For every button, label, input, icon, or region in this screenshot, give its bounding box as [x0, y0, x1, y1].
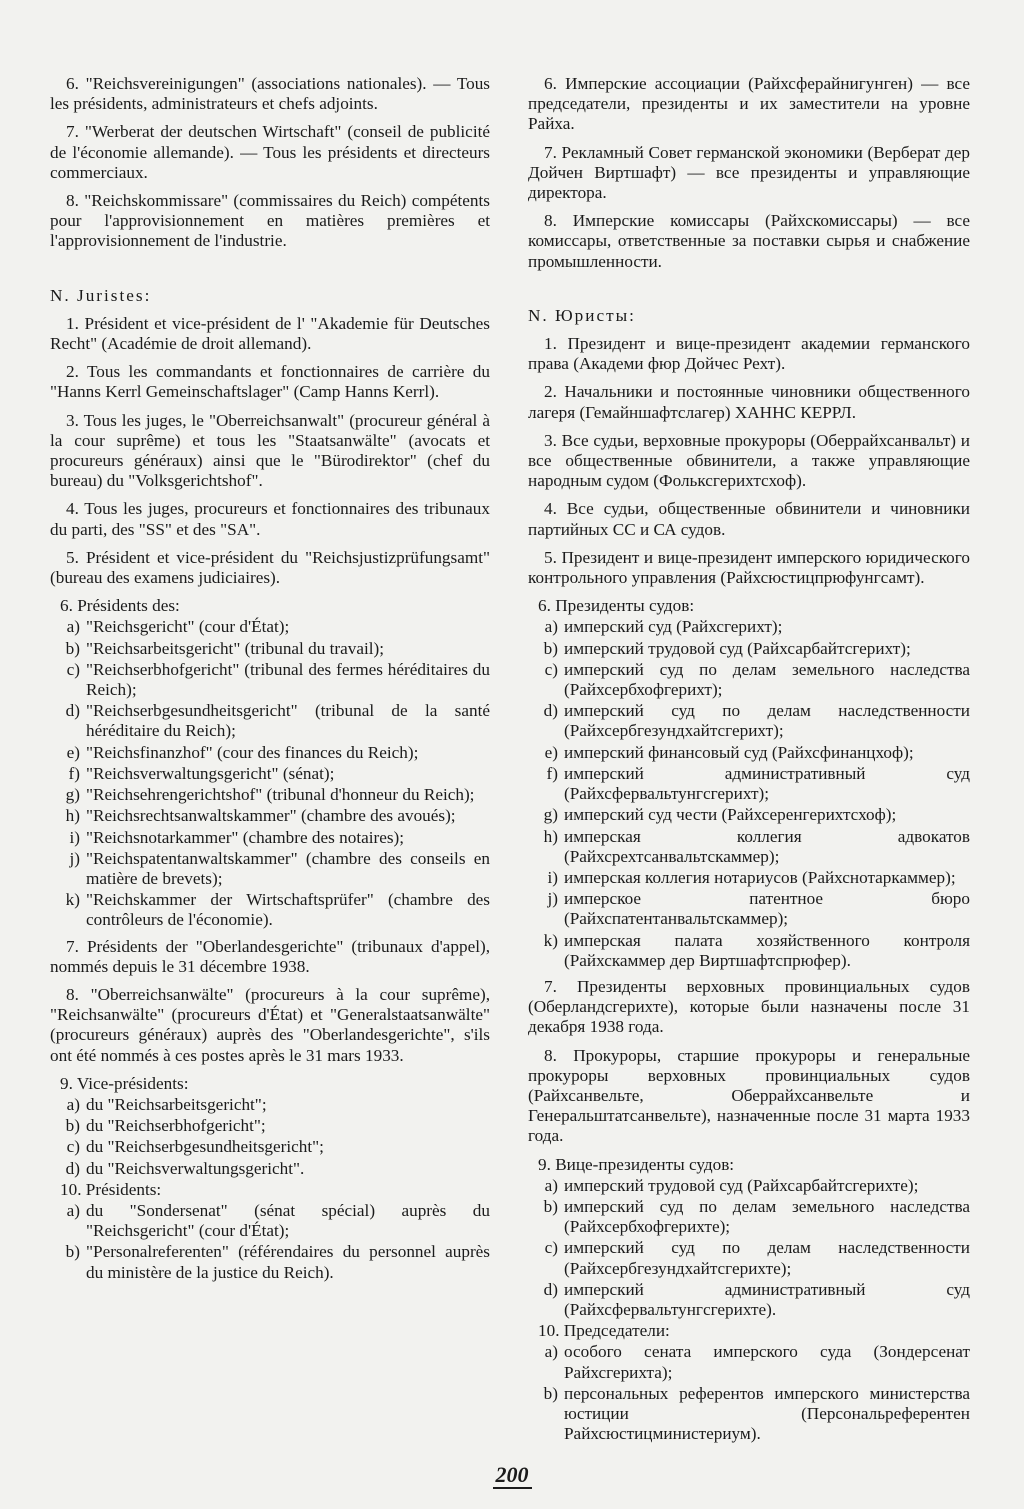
juristes-item-5: 5. Président et vice-président du "Reichsjustizprüfungsamt" (bureau des examens judiciaires). — [50, 547, 490, 588]
sub-item-letter: j) — [69, 848, 80, 868]
sub-item-text: имперский суд по делам земельного наследства (Райхсербхофгерихте); — [564, 1196, 970, 1237]
sub-item — [528, 701, 970, 741]
sub-item — [50, 1116, 490, 1136]
french-column — [50, 74, 490, 1284]
paragraph-7-ru: 7. Рекламный Совет германской экономики (Верберат дер Дойчен Виртшафт) — все президенты и управляющие директора. — [528, 142, 970, 203]
sub-item — [50, 828, 490, 848]
sub-item-letter: k) — [543, 930, 558, 950]
yuristy-9-sublist — [528, 1176, 970, 1320]
sub-item-letter: i) — [69, 827, 80, 847]
sub-item-text: du "Reichsarbeitsgericht"; — [86, 1094, 267, 1114]
sub-item — [528, 764, 970, 804]
sub-item — [528, 639, 970, 659]
sub-item — [50, 890, 490, 930]
sub-item-letter: f) — [546, 763, 558, 783]
juristes-9-sublist — [50, 1095, 490, 1179]
sub-item-letter: b) — [543, 638, 558, 658]
sub-item-text: имперский административный суд (Райхсфервальтунгсгерихте). — [564, 1279, 970, 1319]
juristes-item-3: 3. Tous les juges, le "Oberreichsanwalt" (procureur général à la cour suprême) et tous les "Staatsanwälte" (avocats et procureurs généraux) ainsi que le "Bürodirektor" (chef du bureau) du "Volksgerichtshof". — [50, 410, 490, 491]
sub-item — [528, 1197, 970, 1237]
juristes-6-sublist — [50, 617, 490, 930]
sub-item-letter: b) — [543, 1383, 558, 1403]
sub-item-text: "Reichserbgesundheitsgericht" (tribunal de la santé héréditaire du Reich); — [86, 701, 490, 741]
sub-item-text: имперский административный суд (Райхсфервальтунгсгерихт); — [564, 763, 970, 804]
sub-item — [528, 617, 970, 637]
sub-item-letter: b) — [65, 1116, 80, 1136]
paragraph-6-ru: 6. Имперские ассоциации (Райхсферайнигунген) — все председатели, президенты и их заместители на уровне Райха. — [528, 74, 970, 134]
sub-item — [50, 1201, 490, 1241]
sub-item-text: имперский суд чести (Райхсеренгерихтсхоф); — [564, 805, 897, 825]
sub-item — [528, 889, 970, 929]
sub-item-text: имперский суд по делам наследственности (Райхсербгезундхайтсгерихт); — [564, 701, 970, 741]
sub-item-letter: g) — [65, 785, 80, 805]
sub-item-text: имперский суд по делам наследственности (Райхсербгезундхайтсгерихте); — [564, 1238, 970, 1278]
sub-item — [50, 660, 490, 700]
sub-item — [528, 660, 970, 700]
sub-item-text: "Reichsgericht" (cour d'État); — [86, 617, 290, 637]
sub-item-letter: k) — [65, 890, 80, 910]
sub-item-text: имперский трудовой суд (Райхсарбайтсгерихт); — [564, 638, 911, 658]
sub-item-text: "Reichsverwaltungsgericht" (sénat); — [86, 763, 335, 783]
sub-item — [528, 1280, 970, 1320]
sub-item — [528, 1176, 970, 1196]
sub-item-letter: a) — [544, 1342, 558, 1362]
sub-item-text: "Reichsrechtsanwaltskammer" (chambre des avoués); — [86, 806, 456, 826]
sub-item — [50, 743, 490, 763]
sub-item-text: имперская коллегия нотариусов (Райхснотаркаммер); — [564, 867, 956, 887]
yuristy-item-2: 2. Начальники и постоянные чиновники общественного лагеря (Гемайншафтслагер) ХАННС КЕРРЛ. — [528, 382, 970, 422]
sub-item-text: "Reichsarbeitsgericht" (tribunal du travail); — [86, 638, 385, 658]
sub-item — [50, 806, 490, 826]
yuristy-item-9: 9. Вице-президенты судов: — [538, 1154, 735, 1174]
russian-column — [528, 74, 970, 1445]
sub-item — [50, 1095, 490, 1115]
sub-item-letter: a) — [544, 617, 558, 637]
sub-item-text: du "Reichserbhofgericht"; — [86, 1116, 266, 1136]
paragraph-6: 6. "Reichsvereinigungen" (associations nationales). — Tous les présidents, administrateurs et chefs adjoints. — [50, 74, 490, 114]
sub-item — [50, 1242, 490, 1282]
sub-item-text: du "Reichsverwaltungsgericht". — [86, 1158, 305, 1178]
sub-item — [50, 701, 490, 741]
sub-item-text: du "Sondersenat" (sénat spécial) auprès du "Reichsgericht" (cour d'État); — [86, 1200, 490, 1241]
yuristy-item-4: 4. Все судьи, общественные обвинители и чиновники партийных СС и СА судов. — [528, 499, 970, 539]
sub-item-text: особого сената имперского суда (Зондерсенат Райхсгерихта); — [564, 1342, 970, 1382]
yuristy-item-8: 8. Прокуроры, старшие прокуроры и генеральные прокуроры верховных провинциальных судов (Райхсанвельте, Оберрайхсанвельте и Генеральштатсанвельте), назначенные после 31 марта 1933 года. — [528, 1045, 970, 1146]
page-number — [0, 1462, 1024, 1488]
sub-item-text: du "Reichserbgesundheitsgericht"; — [86, 1137, 324, 1157]
sub-item-letter: f) — [68, 763, 80, 783]
sub-item — [528, 1342, 970, 1382]
sub-item-text: "Reichsehrengerichtshof" (tribunal d'honneur du Reich); — [86, 785, 475, 805]
yuristy-item-7: 7. Президенты верховных провинциальных судов (Оберландсгерихте), которые были назначены после 31 декабря 1938 года. — [528, 976, 970, 1037]
yuristy-6-sublist — [528, 617, 970, 970]
sub-item-text: "Reichsfinanzhof" (cour des finances du Reich); — [86, 742, 419, 762]
sub-item — [50, 1137, 490, 1157]
sub-item-text: "Reichsnotarkammer" (chambre des notaires); — [86, 827, 405, 847]
sub-item-letter: c) — [544, 1238, 558, 1258]
juristes-10-sublist — [50, 1201, 490, 1283]
section-heading-yuristy: N. Юристы: — [528, 305, 636, 325]
sub-item — [528, 931, 970, 971]
yuristy-item-10: 10. Председатели: — [538, 1321, 670, 1341]
sub-item-letter: e) — [544, 742, 558, 762]
juristes-item-2: 2. Tous les commandants et fonctionnaires de carrière du "Hanns Kerrl Gemeinschaftslager" (Camp Hanns Kerrl). — [50, 362, 490, 402]
sub-item-text: имперская коллегия адвокатов (Райхсрехтсанвальтскаммер); — [564, 826, 970, 866]
sub-item — [50, 617, 490, 637]
paragraph-8: 8. "Reichskommissare" (commissaires du Reich) compétents pour l'approvisionnement en matières premières et l'approvisionnement de l'industrie. — [50, 191, 490, 251]
sub-item-text: имперский финансовый суд (Райхсфинанцхоф); — [564, 742, 914, 762]
sub-item-text: имперский суд (Райхсгерихт); — [564, 617, 783, 637]
section-heading-juristes: N. Juristes: — [50, 285, 152, 305]
sub-item-text: имперское патентное бюро (Райхспатентанвальтскаммер); — [564, 889, 970, 929]
sub-item — [528, 868, 970, 888]
juristes-item-10: 10. Présidents: — [60, 1179, 162, 1199]
sub-item — [528, 1384, 970, 1445]
sub-item — [50, 849, 490, 889]
yuristy-item-3: 3. Все судьи, верховные прокуроры (Оберрайхсанвальт) и все общественные обвинители, а также управляющие народным судом (Фольксгерихтсхоф). — [528, 430, 970, 491]
sub-item-text: имперский суд по делам земельного наследства (Райхсербхофгерихт); — [564, 659, 970, 700]
sub-item-text: имперская палата хозяйственного контроля (Райхскаммер дер Виртшафтспрюфер). — [564, 930, 970, 970]
sub-item-letter: e) — [66, 742, 80, 762]
sub-item-letter: c) — [66, 659, 80, 679]
sub-item-letter: d) — [543, 1279, 558, 1299]
yuristy-item-6: 6. Президенты судов: — [538, 596, 695, 616]
juristes-item-8: 8. "Oberreichsanwälte" (procureurs à la cour suprême), "Reichsanwälte" (procureurs d'État) et "Generalstaatsanwälte" (procureurs généraux) auprès des "Oberlandesgerichte", s'ils ont été nommés à ces postes après le 31 mars 1933. — [50, 984, 490, 1065]
yuristy-item-5: 5. Президент и вице-президент имперского юридического контрольного управления (Райхсюстицпрюфунгсамт). — [528, 547, 970, 588]
sub-item — [50, 639, 490, 659]
sub-item-letter: d) — [543, 701, 558, 721]
yuristy-10-sublist — [528, 1342, 970, 1444]
sub-item-text: "Reichserbhofgericht" (tribunal des fermes héréditaires du Reich); — [86, 659, 490, 700]
sub-item-letter: a) — [544, 1175, 558, 1195]
sub-item-letter: c) — [544, 659, 558, 679]
sub-item-text: "Personalreferenten" (référendaires du personnel auprès du ministère de la justice du Reich). — [86, 1242, 490, 1282]
sub-item — [50, 785, 490, 805]
sub-item-text: "Reichskammer der Wirtschaftsprüfer" (chambre des contrôleurs de l'économie). — [86, 890, 490, 930]
sub-item-text: "Reichspatentanwaltskammer" (chambre des conseils en matière de brevets); — [86, 848, 490, 888]
sub-item-letter: i) — [547, 867, 558, 887]
sub-item-letter: c) — [66, 1137, 80, 1157]
sub-item-letter: a) — [66, 617, 80, 637]
juristes-item-9: 9. Vice-présidents: — [60, 1073, 189, 1093]
sub-item-letter: b) — [543, 1196, 558, 1216]
sub-item — [528, 827, 970, 867]
sub-item-letter: d) — [65, 701, 80, 721]
sub-item-letter: j) — [547, 889, 558, 909]
juristes-item-4: 4. Tous les juges, procureurs et fonctionnaires des tribunaux du parti, des "SS" et des "SA". — [50, 499, 490, 539]
sub-item — [50, 1159, 490, 1179]
juristes-item-7: 7. Présidents der "Oberlandesgerichte" (tribunaux d'appel), nommés depuis le 31 décembre 1938. — [50, 936, 490, 976]
sub-item-text: имперский трудовой суд (Райхсарбайтсгерихте); — [564, 1175, 919, 1195]
sub-item — [528, 1238, 970, 1278]
paragraph-8-ru: 8. Имперские комиссары (Райхскомиссары) — все комиссары, ответственные за поставки сырья и снабжение промышленности. — [528, 211, 970, 271]
paragraph-7: 7. "Werberat der deutschen Wirtschaft" (conseil de publicité de l'économie allemande). — Tous les présidents et directeurs commerciaux. — [50, 122, 490, 182]
sub-item-letter: b) — [65, 1242, 80, 1262]
sub-item-letter: b) — [65, 638, 80, 658]
sub-item-letter: a) — [66, 1200, 80, 1220]
juristes-item-1: 1. Président et vice-président de l' "Akademie für Deutsches Recht" (Académie de droit allemand). — [50, 313, 490, 354]
page-number-text: 200 — [493, 1462, 532, 1489]
sub-item — [50, 764, 490, 784]
sub-item — [528, 743, 970, 763]
sub-item-letter: h) — [65, 806, 80, 826]
yuristy-item-1: 1. Президент и вице-президент академии германского права (Академи фюр Дойчес Рехт). — [528, 334, 970, 374]
sub-item-letter: h) — [543, 826, 558, 846]
sub-item-letter: g) — [543, 805, 558, 825]
juristes-item-6: 6. Présidents des: — [60, 596, 180, 616]
sub-item — [528, 805, 970, 825]
sub-item-text: персональных референтов имперского министерства юстиции (Персональреферентен Райхсюстицминистериум). — [564, 1383, 970, 1444]
sub-item-letter: d) — [65, 1158, 80, 1178]
sub-item-letter: a) — [66, 1094, 80, 1114]
